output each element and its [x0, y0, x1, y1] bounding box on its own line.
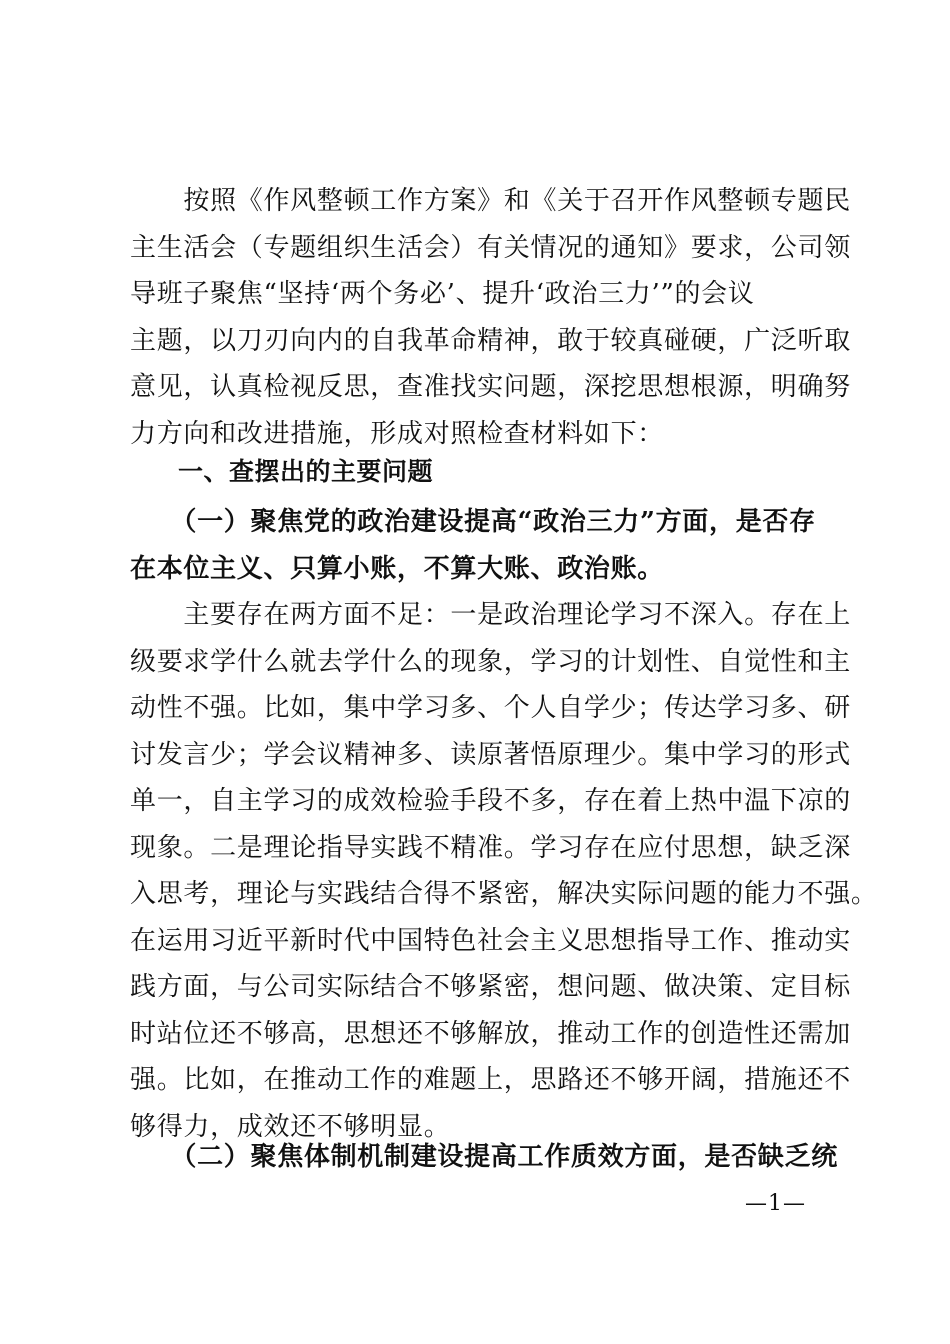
text-line: 入思考，理论与实践结合得不紧密，解决实际问题的能力不强。 [130, 879, 878, 909]
section-heading-1: 一、查摆出的主要问题 [178, 457, 434, 486]
text-line: 现象。二是理论指导实践不精准。学习存在应付思想，缺乏深 [130, 832, 851, 863]
text-line: 主题，以刀刃向内的自我革命精神，敢于较真碰硬，广泛听取 [130, 325, 851, 356]
subheading-1 [130, 499, 820, 592]
text-line: 在本位主义、只算小账，不算大账、政治账。 [130, 553, 665, 584]
intro-paragraph [130, 178, 851, 457]
text-line: 动性不强。比如，集中学习多、个人自学少；传达学习多、研 [130, 693, 851, 723]
text-line: 按照《作风整顿工作方案》和《关于召开作风整顿专题民 [130, 186, 851, 216]
text-line: 主生活会（专题组织生活会）有关情况的通知》要求，公司领 [130, 232, 851, 263]
text-line: 够得力，成效还不够明显。 [130, 1111, 451, 1142]
subheading-2 [130, 1134, 838, 1181]
text-line: 意见，认真检视反思，查准找实问题，深挖思想根源，明确努 [130, 372, 851, 402]
text-line: 讨发言少；学会议精神多、读原著悟原理少。集中学习的形式 [130, 739, 851, 770]
body-paragraph-1 [130, 592, 878, 1150]
page-number: —1— [745, 1191, 806, 1216]
text-line: 强。比如，在推动工作的难题上，思路还不够开阔，措施还不 [130, 1065, 851, 1095]
text-line: 主要存在两方面不足：一是政治理论学习不深入。存在上 [130, 600, 851, 630]
text-line: （一）聚焦党的政治建设提高“政治三力”方面，是否存 [130, 507, 816, 537]
text-line: （二）聚焦体制机制建设提高工作质效方面，是否缺乏统 [130, 1142, 838, 1172]
text-line: 时站位还不够高，思想还不够解放，推动工作的创造性还需加 [130, 1018, 851, 1049]
text-line: 在运用习近平新时代中国特色社会主义思想指导工作、推动实 [130, 925, 851, 956]
text-line: 力方向和改进措施，形成对照检查材料如下： [130, 418, 665, 449]
text-line: 级要求学什么就去学什么的现象，学习的计划性、自觉性和主 [130, 646, 851, 677]
text-line: 单一，自主学习的成效检验手段不多，存在着上热中温下凉的 [130, 786, 851, 816]
text-line: 践方面，与公司实际结合不够紧密，想问题、做决策、定目标 [130, 972, 851, 1002]
text-line: 导班子聚焦“坚持‘两个务必’、提升‘政治三力’”的会议 [130, 279, 755, 309]
